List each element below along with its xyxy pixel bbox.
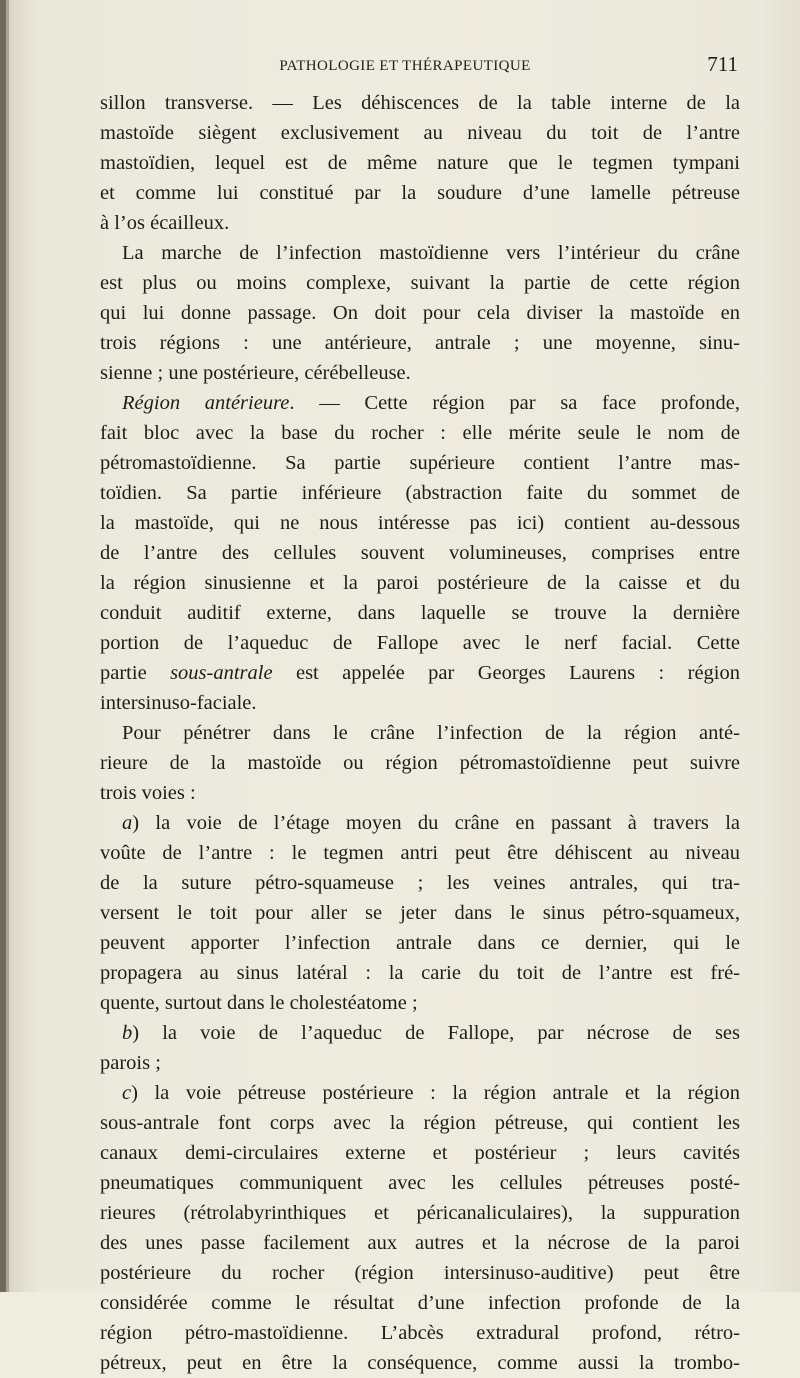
text-line: postérieure du rocher (région intersinuso-auditive) peut être [100,1262,740,1284]
text-line: parois ; [100,1052,161,1074]
text-line: canaux demi-circulaires externe et postérieur ; leurs cavités [100,1142,740,1164]
text-line: de la suture pétro-squameuse ; les veines antrales, qui tra- [100,872,740,894]
text-line: à l’os écailleux. [100,212,230,234]
italic-term: sous-antrale [170,662,273,684]
text-line: est plus ou moins complexe, suivant la partie de cette région [100,272,740,294]
text-line: voûte de l’antre : le tegmen antri peut être déhiscent au niveau [100,842,740,864]
text-line: des unes passe facilement aux autres et la nécrose de la paroi [100,1232,740,1254]
text-line: toïdien. Sa partie inférieure (abstraction faite du sommet de [100,482,740,504]
text-line: partie sous-antrale est appelée par Georges Laurens : région [100,662,740,684]
text-line: conduit auditif externe, dans laquelle se trouve la dernière [100,602,740,624]
text-line: sous-antrale font corps avec la région pétreuse, qui contient les [100,1112,740,1134]
text-line: versent le toit pour aller se jeter dans le sinus pétro-squameux, [100,902,740,924]
list-marker: b [122,1022,133,1044]
list-marker: a [122,812,133,834]
text-line: région pétro-mastoïdienne. L’abcès extradural profond, rétro- [100,1322,740,1344]
text-line: et comme lui constitué par la soudure d’une lamelle pétreuse [100,182,740,204]
paragraph-start: La marche de l’infection mastoïdienne vers l’intérieur du crâne [122,242,740,264]
text-line: pétreux, peut en être la conséquence, comme aussi la trombo- [100,1352,740,1374]
running-head [100,52,738,82]
binding-shadow [6,0,9,1292]
text-line: intersinuso-faciale. [100,692,257,714]
text-line: rieure de la mastoïde ou région pétromastoïdienne peut suivre [100,752,740,774]
text-line: sillon transverse. — Les déhiscences de la table interne de la [100,92,740,114]
list-item-b: b) la voie de l’aqueduc de Fallope, par nécrose de ses [122,1022,740,1044]
text-line: portion de l’aqueduc de Fallope avec le nerf facial. Cette [100,632,740,654]
text-line: qui lui donne passage. On doit pour cela diviser la mastoïde en [100,302,740,324]
paragraph-start: Pour pénétrer dans le crâne l’infection de la région anté- [122,722,740,744]
text-line: propagera au sinus latéral : la carie du toit de l’antre est fré- [100,962,740,984]
text-line: mastoïde siègent exclusivement au niveau du toit de l’antre [100,122,740,144]
text-line: considérée comme le résultat d’une infection profonde de la [100,1292,740,1314]
section-heading-line: Région antérieure. — Cette région par sa face profonde, [122,392,740,414]
text-line: quente, surtout dans le cholestéatome ; [100,992,418,1014]
text-line: la région sinusienne et la paroi postérieure de la caisse et du [100,572,740,594]
page-number: 711 [707,52,738,76]
running-head-title: PATHOLOGIE ET THÉRAPEUTIQUE [279,58,531,74]
text-line: de l’antre des cellules souvent volumineuses, comprises entre [100,542,740,564]
text-line: mastoïdien, lequel est de même nature que le tegmen tympani [100,152,740,174]
text-line: trois voies : [100,782,196,804]
text-line: fait bloc avec la base du rocher : elle mérite seule le nom de [100,422,740,444]
text-line: peuvent apporter l’infection antrale dans ce dernier, qui le [100,932,740,954]
section-heading-italic: Région antérieure [122,392,290,414]
text-line: pneumatiques communiquent avec les cellules pétreuses posté- [100,1172,740,1194]
list-marker: c [122,1082,132,1104]
text-line: trois régions : une antérieure, antrale ; une moyenne, sinu- [100,332,740,354]
list-item-a: a) la voie de l’étage moyen du crâne en passant à travers la [122,812,740,834]
text-line: sienne ; une postérieure, cérébelleuse. [100,362,411,384]
text-line: rieures (rétrolabyrinthiques et péricanaliculaires), la suppuration [100,1202,740,1224]
text-line: la mastoïde, qui ne nous intéresse pas ici) contient au-dessous [100,512,740,534]
text-line: pétromastoïdienne. Sa partie supérieure contient l’antre mas- [100,452,740,474]
list-item-c: c) la voie pétreuse postérieure : la région antrale et la région [122,1082,740,1104]
